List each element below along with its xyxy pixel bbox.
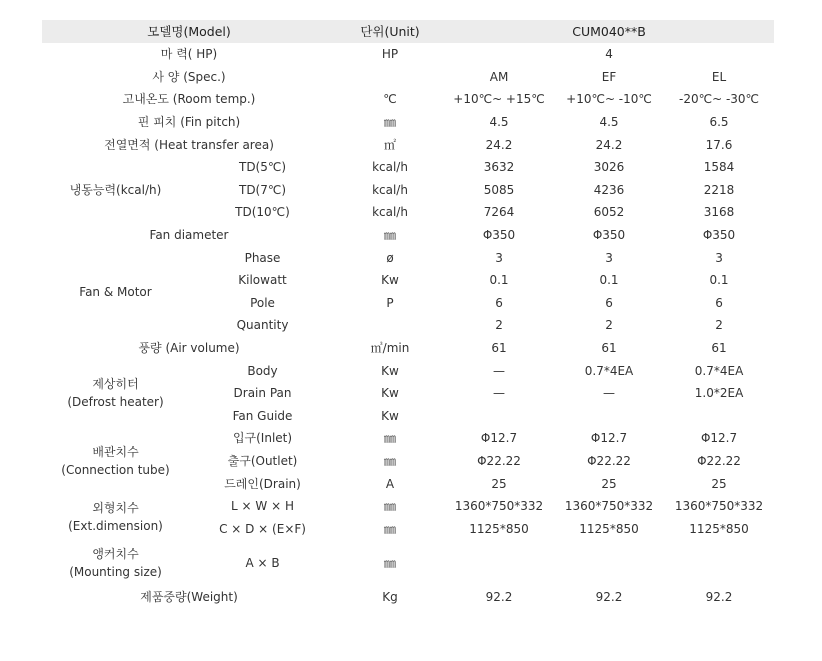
header-row <box>42 20 774 43</box>
value-cell: 2 <box>715 318 723 333</box>
unit-cell: P <box>386 295 394 310</box>
sub-label: Quantity <box>236 318 289 333</box>
value-cell: Φ22.22 <box>477 453 521 468</box>
sub-label: 출구(Outlet) <box>227 453 298 468</box>
group-label: Fan & Motor <box>79 284 152 299</box>
value-cell: +10℃~ -10℃ <box>566 92 652 107</box>
value-cell: 3 <box>605 250 613 265</box>
value-cell: 6.5 <box>709 115 729 130</box>
group-label-en: (Connection tube) <box>61 462 170 477</box>
defrost-row <box>42 359 774 382</box>
value-cell: AM <box>489 69 509 84</box>
group-label: 냉동능력(kcal/h) <box>69 182 162 197</box>
unit-cell: ㎜ <box>384 499 397 514</box>
value-cell: 6 <box>495 295 503 310</box>
value-cell: 4.5 <box>489 115 509 130</box>
value-cell: 2 <box>605 318 613 333</box>
value-cell: — <box>493 363 506 378</box>
value-cell: 6052 <box>593 205 625 220</box>
group-label-en: (Mounting size) <box>69 565 162 580</box>
value-cell: 4236 <box>593 182 625 197</box>
unit-cell: ㎜ <box>384 453 397 468</box>
value-cell: 25 <box>491 476 507 491</box>
sub-label: Pole <box>250 295 275 310</box>
value-cell: 0.1 <box>489 273 509 288</box>
group-label-ko: 앵커치수 <box>92 547 139 562</box>
unit-cell: Kw <box>381 408 399 423</box>
value-cell: Φ350 <box>482 228 516 243</box>
value-cell: 92.2 <box>705 590 733 605</box>
unit-cell: ℃ <box>383 92 397 107</box>
row-label: 고내온도 (Room temp.) <box>122 92 256 107</box>
value-cell: 2 <box>495 318 503 333</box>
value-cell: 3 <box>715 250 723 265</box>
connection-row <box>42 427 774 450</box>
value-cell: Φ22.22 <box>697 453 741 468</box>
value-cell: 1360*750*332 <box>454 499 544 514</box>
fan-motor-row <box>42 246 774 269</box>
spec-row <box>42 66 774 89</box>
value-cell: 2218 <box>703 182 735 197</box>
group-label-en: (Defrost heater) <box>67 395 164 410</box>
unit-cell: ㎜ <box>384 556 397 571</box>
value-cell: 7264 <box>483 205 515 220</box>
unit-cell: ㎥/min <box>370 341 410 356</box>
value-cell: 1360*750*332 <box>674 499 764 514</box>
value-cell: 3 <box>495 250 503 265</box>
spec-table <box>42 20 774 609</box>
value-cell <box>444 405 554 428</box>
value-cell: 3632 <box>483 160 515 175</box>
value-cell: 6 <box>605 295 613 310</box>
value-cell: 61 <box>491 341 507 356</box>
value-cell <box>554 540 664 586</box>
sub-label: L × W × H <box>231 499 294 514</box>
unit-cell: Kg <box>382 590 398 605</box>
value-cell: -20℃~ -30℃ <box>679 92 760 107</box>
value-cell: 0.7*4EA <box>584 363 634 378</box>
unit-cell: kcal/h <box>372 205 408 220</box>
row-label: 전열면적 (Heat transfer area) <box>104 137 274 152</box>
value-cell: 3168 <box>703 205 735 220</box>
heat-area-row <box>42 133 774 156</box>
unit-cell: Kw <box>381 386 399 401</box>
value-cell: 92.2 <box>595 590 623 605</box>
mounting-row <box>42 540 774 586</box>
value-cell <box>554 405 664 428</box>
value-cell: 3026 <box>593 160 625 175</box>
model-header: 모델명(Model) <box>42 20 336 43</box>
value-cell <box>444 540 554 586</box>
unit-cell <box>336 66 444 89</box>
group-label-en: (Ext.dimension) <box>68 519 163 534</box>
sub-label: A × B <box>245 556 280 571</box>
group-label-ko: 제상히터 <box>92 377 139 392</box>
value-cell: 0.1 <box>709 273 729 288</box>
value-cell: 61 <box>711 341 727 356</box>
value-cell: 24.2 <box>595 137 623 152</box>
hp-row <box>42 43 774 66</box>
sub-label: TD(5℃) <box>238 160 287 175</box>
weight-row <box>42 586 774 609</box>
value-cell: 61 <box>601 341 617 356</box>
group-label-ko: 배관치수 <box>92 444 139 459</box>
unit-cell: ㎜ <box>384 431 397 446</box>
value-cell: Φ350 <box>702 228 736 243</box>
cooling-row <box>42 156 774 179</box>
value-cell: Φ22.22 <box>587 453 631 468</box>
unit-cell: kcal/h <box>372 160 408 175</box>
value-cell: 1125*850 <box>689 521 749 536</box>
unit-header: 단위(Unit) <box>336 20 444 43</box>
group-label-ko: 외형치수 <box>92 501 139 516</box>
fin-pitch-row <box>42 111 774 134</box>
fan-diameter-row <box>42 224 774 247</box>
unit-cell: Kw <box>381 363 399 378</box>
value-cell: 1125*850 <box>579 521 639 536</box>
sub-label: Phase <box>244 250 281 265</box>
value-cell: 24.2 <box>485 137 513 152</box>
value-cell <box>664 405 774 428</box>
sub-label: Fan Guide <box>232 408 293 423</box>
value-cell: Φ12.7 <box>480 431 518 446</box>
value-cell: +10℃~ +15℃ <box>453 92 545 107</box>
value-cell: 0.1 <box>599 273 619 288</box>
sub-label: TD(7℃) <box>238 182 287 197</box>
unit-cell: ㎜ <box>384 115 397 130</box>
value-cell: — <box>603 386 616 401</box>
row-label: 사 양 (Spec.) <box>152 69 226 84</box>
sub-label: 드레인(Drain) <box>224 476 301 491</box>
row-label: 마 력( HP) <box>160 47 218 62</box>
unit-cell <box>336 314 444 337</box>
value-cell: 1584 <box>703 160 735 175</box>
value-cell: EL <box>711 69 727 84</box>
sub-label: 입구(Inlet) <box>232 431 293 446</box>
value-cell: Φ12.7 <box>700 431 738 446</box>
value-cell <box>664 540 774 586</box>
value-cell: 1125*850 <box>469 521 529 536</box>
value-cell: — <box>493 386 506 401</box>
value-cell: Φ12.7 <box>590 431 628 446</box>
room-temp-row <box>42 88 774 111</box>
value-cell: 17.6 <box>705 137 733 152</box>
unit-cell: ø <box>386 250 394 265</box>
value-cell: Φ350 <box>592 228 626 243</box>
group-label <box>42 359 189 427</box>
unit-cell: kcal/h <box>372 182 408 197</box>
value-cell: EF <box>601 69 617 84</box>
value-cell: 25 <box>711 476 727 491</box>
group-label <box>42 427 189 495</box>
sub-label: C × D × (E×F) <box>219 521 306 536</box>
unit-cell: ㎜ <box>384 228 397 243</box>
value-cell: 5085 <box>483 182 515 197</box>
row-label: 풍량 (Air volume) <box>138 341 240 356</box>
value-cell: 0.7*4EA <box>694 363 744 378</box>
sub-label: Body <box>247 363 278 378</box>
value-cell: 92.2 <box>485 590 513 605</box>
value-cell: 1.0*2EA <box>694 386 744 401</box>
group-label <box>42 540 189 586</box>
unit-cell: A <box>385 476 395 491</box>
unit-cell: Kw <box>381 273 399 288</box>
group-label <box>42 495 189 540</box>
unit-cell: HP <box>381 47 399 62</box>
unit-cell: ㎡ <box>384 137 397 152</box>
value-cell: 1360*750*332 <box>564 499 654 514</box>
sub-label: TD(10℃) <box>235 205 290 220</box>
air-volume-row <box>42 337 774 360</box>
row-label: 핀 피치 (Fin pitch) <box>137 115 241 130</box>
ext-dim-row <box>42 495 774 518</box>
product-header: CUM040**B <box>444 20 774 43</box>
unit-cell: ㎜ <box>384 521 397 536</box>
value-cell: 25 <box>601 476 617 491</box>
row-label: 제품중량(Weight) <box>140 590 238 605</box>
value-cell: 6 <box>715 295 723 310</box>
value-cell: 4 <box>605 47 613 62</box>
sub-label: Drain Pan <box>233 386 292 401</box>
value-cell: 4.5 <box>599 115 619 130</box>
row-label: Fan diameter <box>149 228 229 243</box>
sub-label: Kilowatt <box>238 273 287 288</box>
